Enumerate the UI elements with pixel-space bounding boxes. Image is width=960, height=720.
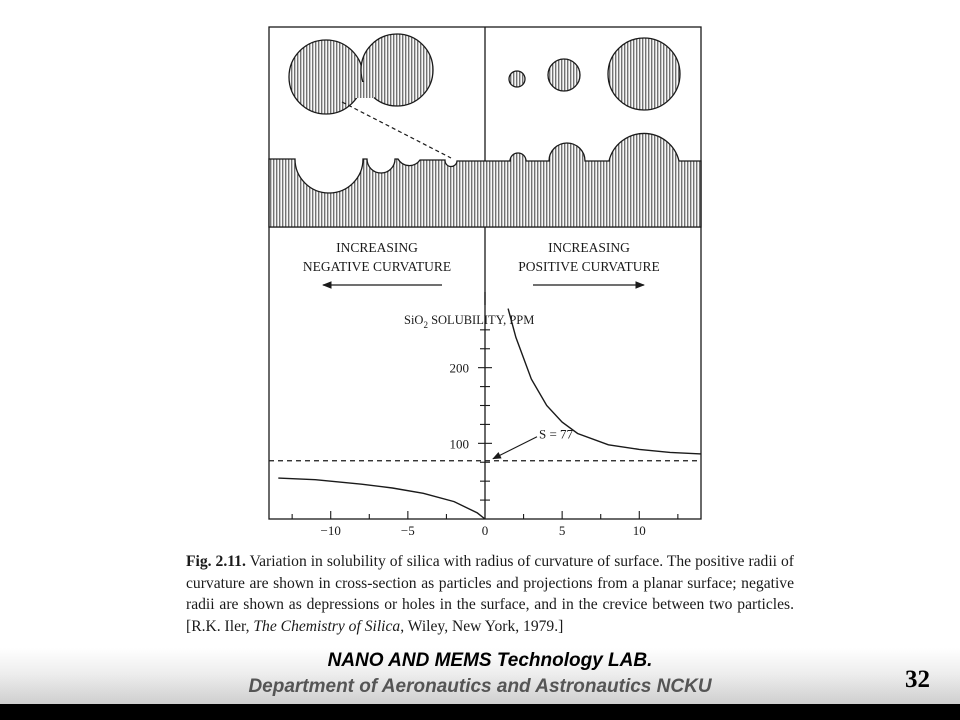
negative-title-line2: NEGATIVE CURVATURE bbox=[302, 259, 452, 274]
particle-large bbox=[608, 38, 680, 110]
positive-curvature-line bbox=[508, 309, 701, 454]
particle-small bbox=[509, 71, 525, 87]
figure-caption bbox=[186, 551, 794, 637]
x-tick-label: 5 bbox=[558, 523, 566, 538]
crevice-pointer bbox=[342, 102, 451, 158]
solubility-chart bbox=[269, 292, 701, 538]
x-tick-label: 0 bbox=[481, 523, 489, 538]
caption-book-title: The Chemistry of Silica bbox=[253, 617, 401, 635]
reference-arrow bbox=[493, 437, 537, 459]
caption-text: Variation in solubility of silica with radius of curvature of surface. The positive radii of curvature are shown in cross-section as particles and projections from a planar surface; negative radii are shown as depressions or holes in the surface, and in the crevice between two particles. [R.K. Iler, bbox=[186, 553, 794, 635]
reference-label: S = 77 bbox=[539, 426, 574, 442]
particle-left bbox=[289, 40, 363, 114]
bottom-bar bbox=[0, 704, 960, 720]
positive-title-line2: POSITIVE CURVATURE bbox=[518, 259, 660, 274]
particle-medium bbox=[548, 59, 580, 91]
y-tick-label: 100 bbox=[449, 436, 469, 452]
y-axis-label: SiO$_2$ SOLUBILITY, PPM bbox=[404, 313, 535, 330]
x-tick-label: −5 bbox=[400, 523, 415, 538]
y-tick-label: 200 bbox=[449, 360, 469, 376]
caption-text-end: , Wiley, New York, 1979.] bbox=[400, 617, 564, 635]
department-name: Department of Aeronautics and Astronautics NCKU bbox=[248, 676, 712, 697]
negative-curvature-line bbox=[278, 478, 485, 519]
negative-title-line1: INCREASING bbox=[336, 240, 418, 255]
particle-neck bbox=[347, 82, 374, 98]
x-tick-label: −10 bbox=[320, 523, 341, 538]
caption-figure-label: Fig. 2.11. bbox=[186, 553, 246, 570]
lab-name: NANO AND MEMS Technology LAB. bbox=[327, 650, 653, 671]
x-tick-label: 10 bbox=[632, 523, 646, 538]
positive-title-line1: INCREASING bbox=[548, 240, 630, 255]
slide-number: 32 bbox=[905, 666, 930, 693]
